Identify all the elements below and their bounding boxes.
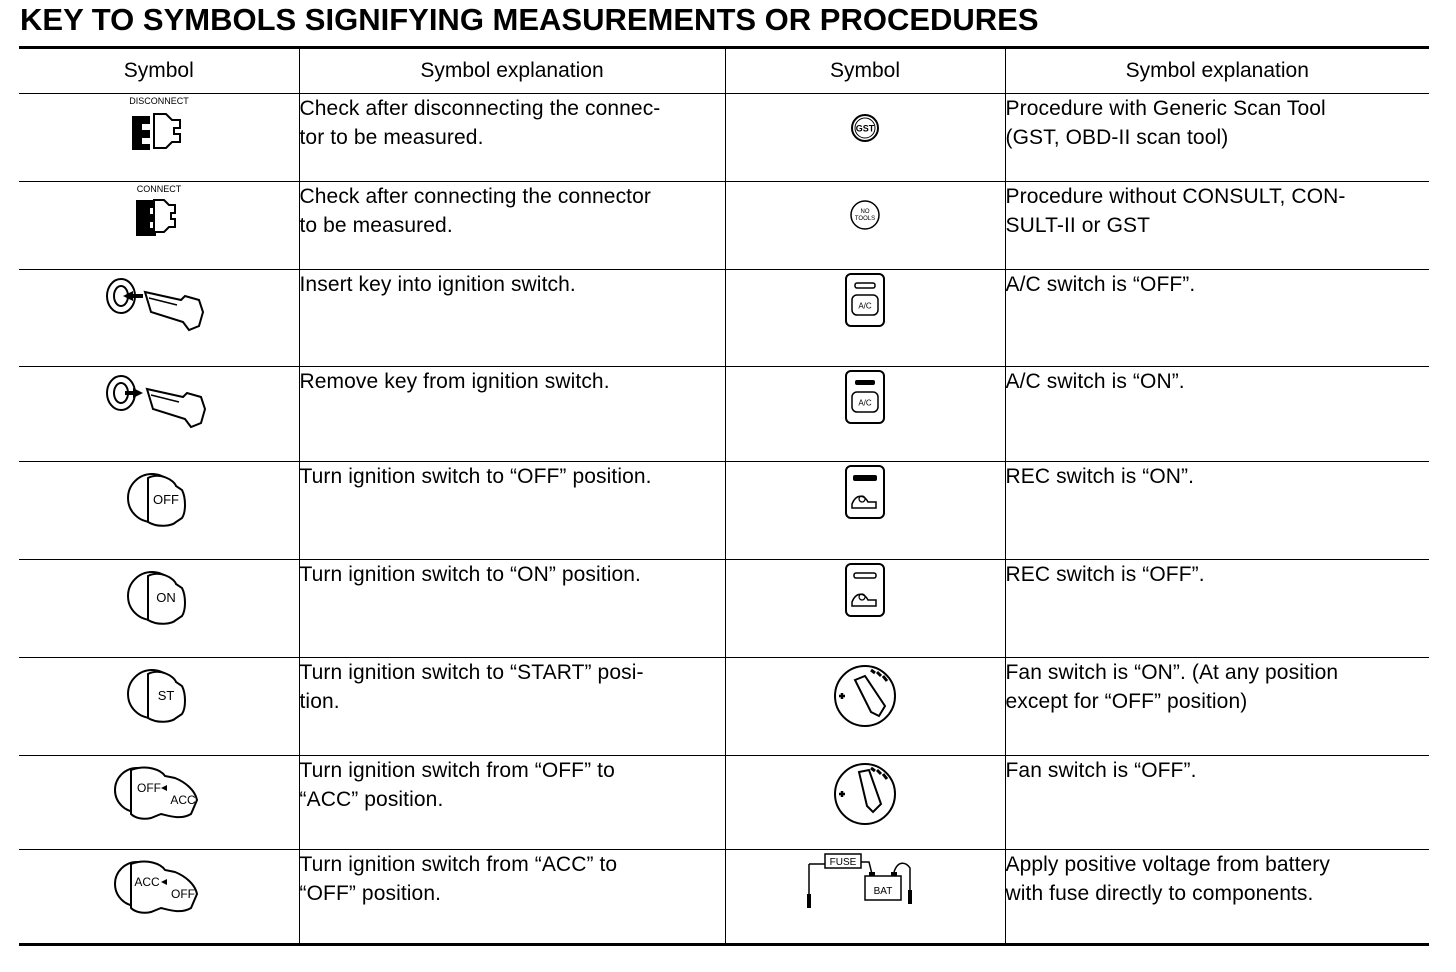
fan-switch-on-icon — [829, 658, 901, 730]
symbol-key-table — [19, 46, 1429, 946]
explanation-line: (GST, OBD-II scan tool) — [1005, 126, 1229, 149]
explanation-cell — [299, 560, 725, 658]
explanation-cell — [299, 462, 725, 560]
page-title: KEY TO SYMBOLS SIGNIFYING MEASUREMENTS OR PROCEDURES — [20, 2, 1039, 37]
symbol-cell — [725, 270, 1005, 367]
symbol-cell — [19, 182, 299, 270]
explanation-line: Fan switch is “ON”. (At any position — [1005, 661, 1339, 684]
explanation-line: “ACC” position. — [299, 788, 444, 811]
header-symbol-right: Symbol — [725, 48, 1005, 94]
icon-label: ON — [156, 590, 176, 605]
rec-switch-on-icon — [842, 462, 888, 522]
table-row — [19, 270, 1429, 367]
symbol-cell — [19, 462, 299, 560]
explanation-line: Turn ignition switch to “START” posi- — [299, 661, 644, 684]
explanation-line: SULT-II or GST — [1005, 214, 1151, 237]
explanation-cell — [299, 270, 725, 367]
explanation-cell — [1005, 756, 1429, 850]
explanation-line: Insert key into ignition switch. — [299, 273, 576, 296]
explanation-line: except for “OFF” position) — [1005, 690, 1248, 713]
header-explanation-right: Symbol explanation — [1005, 48, 1429, 94]
symbol-cell — [725, 462, 1005, 560]
symbol-cell — [725, 756, 1005, 850]
explanation-line: tor to be measured. — [299, 126, 484, 149]
ac-switch-on-icon — [842, 367, 888, 427]
table-row — [19, 756, 1429, 850]
explanation-line: A/C switch is “ON”. — [1005, 370, 1185, 393]
symbol-cell — [725, 94, 1005, 182]
explanation-cell — [1005, 560, 1429, 658]
explanation-line: Fan switch is “OFF”. — [1005, 759, 1197, 782]
table-row — [19, 182, 1429, 270]
explanation-cell — [1005, 182, 1429, 270]
explanation-line: REC switch is “ON”. — [1005, 465, 1195, 488]
explanation-cell — [1005, 94, 1429, 182]
icon-label: GST — [855, 123, 875, 134]
explanation-line: Check after connecting the connector — [299, 185, 651, 208]
explanation-line: Turn ignition switch from “OFF” to — [299, 759, 615, 782]
icon-label: TOOLS — [854, 216, 876, 222]
icon-label: NO — [860, 209, 870, 215]
symbol-cell — [19, 270, 299, 367]
symbol-cell — [725, 182, 1005, 270]
header-explanation-left: Symbol explanation — [299, 48, 725, 94]
table-row — [19, 658, 1429, 756]
explanation-line: Turn ignition switch from “ACC” to — [299, 853, 618, 876]
explanation-line: A/C switch is “OFF”. — [1005, 273, 1196, 296]
explanation-cell — [1005, 367, 1429, 462]
symbol-cell — [19, 850, 299, 945]
icon-label: ACC — [170, 793, 196, 807]
explanation-line: tion. — [299, 690, 340, 713]
fan-switch-off-icon — [829, 756, 901, 828]
table-row — [19, 94, 1429, 182]
table-row — [19, 367, 1429, 462]
ac-switch-off-icon — [842, 270, 888, 330]
explanation-line: Remove key from ignition switch. — [299, 370, 610, 393]
explanation-cell — [299, 850, 725, 945]
rec-switch-off-icon — [842, 560, 888, 620]
icon-label: ST — [157, 688, 175, 703]
icon-label: DISCONNECT — [128, 96, 189, 106]
explanation-line: Turn ignition switch to “OFF” position. — [299, 465, 652, 488]
icon-label: FUSE — [829, 857, 857, 868]
symbol-cell — [19, 658, 299, 756]
symbol-cell — [725, 367, 1005, 462]
icon-label: BAT — [873, 886, 893, 897]
header-row — [19, 48, 1429, 94]
explanation-line: Apply positive voltage from battery — [1005, 853, 1330, 876]
icon-label: CONNECT — [136, 184, 181, 194]
symbol-cell — [19, 94, 299, 182]
table-row — [19, 560, 1429, 658]
no-tools-icon — [848, 198, 882, 232]
explanation-cell — [1005, 462, 1429, 560]
explanation-line: “OFF” position. — [299, 882, 442, 905]
icon-label: OFF — [136, 781, 161, 795]
symbol-cell — [19, 367, 299, 462]
explanation-line: REC switch is “OFF”. — [1005, 563, 1205, 586]
explanation-cell — [299, 94, 725, 182]
table-row — [19, 462, 1429, 560]
explanation-line: to be measured. — [299, 214, 453, 237]
symbol-cell — [725, 560, 1005, 658]
symbol-cell — [19, 560, 299, 658]
explanation-line: Procedure with Generic Scan Tool — [1005, 97, 1326, 120]
symbol-cell — [725, 658, 1005, 756]
ignition-start-icon — [124, 658, 194, 728]
explanation-cell — [1005, 270, 1429, 367]
icon-label: ACC — [134, 875, 160, 889]
explanation-cell — [299, 756, 725, 850]
table-row — [19, 850, 1429, 945]
explanation-cell — [299, 182, 725, 270]
ignition-off-icon — [124, 462, 194, 532]
symbol-cell — [19, 756, 299, 850]
explanation-line: with fuse directly to components. — [1005, 882, 1314, 905]
explanation-cell — [299, 658, 725, 756]
header-symbol-left: Symbol — [19, 48, 299, 94]
connect-connector-icon — [124, 182, 194, 244]
explanation-line: Check after disconnecting the connec- — [299, 97, 661, 120]
symbol-cell — [725, 850, 1005, 945]
ignition-on-icon — [124, 560, 194, 630]
icon-label: OFF — [170, 887, 195, 901]
explanation-cell — [1005, 850, 1429, 945]
ignition-off-to-acc-icon — [111, 756, 207, 826]
icon-label: A/C — [858, 301, 872, 311]
explanation-cell — [299, 367, 725, 462]
icon-label: OFF — [152, 492, 179, 507]
remove-key-icon — [99, 367, 219, 437]
insert-key-icon — [99, 270, 219, 340]
explanation-line: Procedure without CONSULT, CON- — [1005, 185, 1346, 208]
gst-icon — [849, 112, 881, 144]
explanation-line: Turn ignition switch to “ON” position. — [299, 563, 641, 586]
explanation-cell — [1005, 658, 1429, 756]
ignition-acc-to-off-icon — [111, 850, 207, 920]
disconnect-connector-icon — [114, 94, 204, 160]
icon-label: A/C — [858, 398, 872, 408]
battery-fuse-icon — [805, 850, 925, 914]
